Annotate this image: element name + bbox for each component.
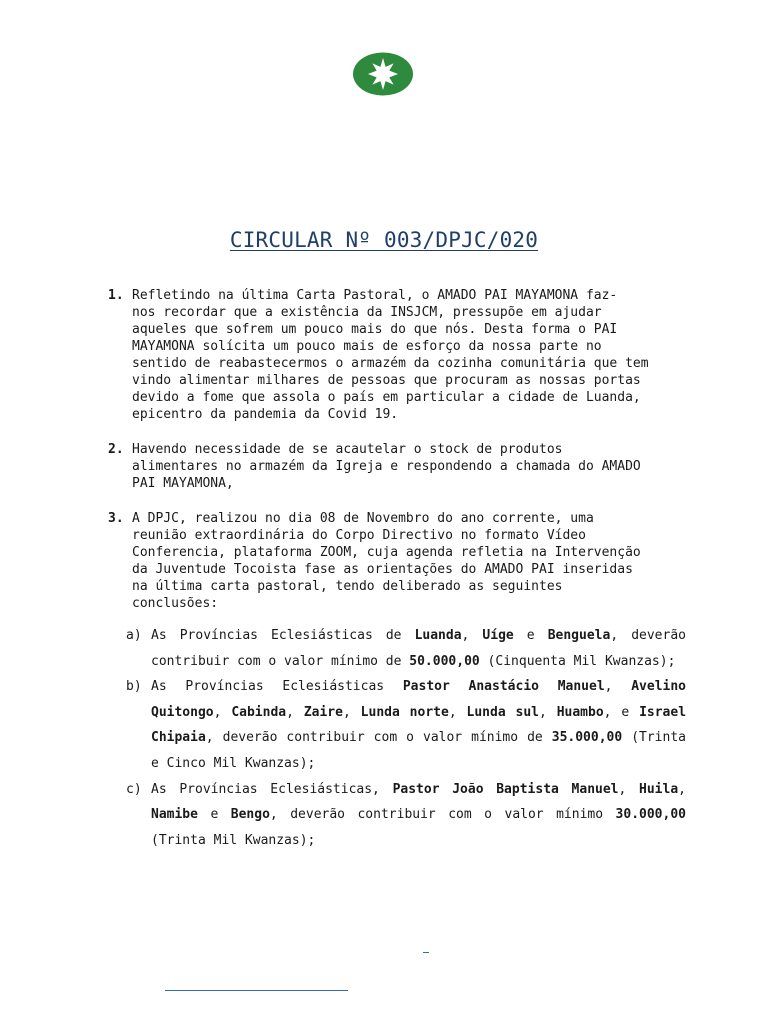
text-segment: e <box>197 807 231 823</box>
text-segment: , <box>678 781 686 797</box>
text-segment: As Províncias Eclesiásticas <box>151 679 403 695</box>
circular-title: CIRCULAR Nº 003/DPJC/020 <box>229 228 539 252</box>
bold-text: Cabinda <box>231 704 287 720</box>
text-segment: (Trinta Mil Kwanzas); <box>151 832 316 848</box>
paragraph-text: A DPJC, realizou no dia 08 de Novembro do ano corrente, uma reunião extraordinária do Corpo Directivo no formato Vídeo Conferencia, plataforma ZOOM, cuja agenda refletia na Intervenção da Juventude Tocoista fase as orientações do AMADO PAI inseridas na última carta pastoral, tendo deliberado as seguintes conclusões: <box>132 511 641 611</box>
text-segment: , <box>539 704 557 720</box>
bold-text: Namibe <box>151 807 198 823</box>
list-item-marker: c) <box>126 781 142 797</box>
bold-text: Pastor João Baptista Manuel <box>392 781 619 797</box>
contribution-list <box>126 623 686 853</box>
paragraph-number: 1. <box>108 288 124 303</box>
text-segment: , <box>461 628 483 643</box>
bold-text: 35.000,00 <box>551 730 623 746</box>
bold-text: Luanda <box>414 628 462 643</box>
paragraph-text: Havendo necessidade de se acautelar o stock de produtos alimentares no armazém da Igreja e respondendo a chamada do AMADO PAI MAYAMONA, <box>132 442 641 491</box>
bold-text: Benguela <box>547 628 611 643</box>
text-segment: , <box>213 704 232 720</box>
text-segment: , e <box>603 704 640 720</box>
bold-text: 50.000,00 <box>409 653 480 669</box>
church-logo-icon <box>352 52 414 96</box>
text-segment: , <box>618 781 640 797</box>
text-segment: , <box>286 704 304 720</box>
list-item-marker: a) <box>126 628 142 643</box>
paragraph-3 <box>108 510 686 612</box>
bold-text: 30.000,00 <box>615 807 686 823</box>
list-item-marker: b) <box>126 679 142 695</box>
text-segment: , <box>448 704 467 720</box>
paragraph-number: 2. <box>108 442 124 457</box>
text-segment: , <box>342 704 361 720</box>
paragraph-text: Refletindo na última Carta Pastoral, o AMADO PAI MAYAMONA faz- nos recordar que a existência da INSJCM, pressupõe em ajudar aqueles que sofrem um pouco mais do que nós. Desta forma o PAI MAYAMONA solícita um pouco mais de esforço da nossa parte no sentido de reabastecermos o armazém da cozinha comunitária que tem vindo alimentar milhares de pessoas que procuram as nossas portas devido a fome que assola o país em particular a cidade de Luanda, epicentro da pandemia da Covid 19. <box>132 288 649 422</box>
text-segment: As Províncias Eclesiásticas de <box>151 628 415 643</box>
bold-text: Bengo <box>230 807 270 823</box>
text-segment: (Cinquenta Mil Kwanzas); <box>479 653 676 669</box>
bold-text: Avelino Quitongo <box>151 679 687 720</box>
bold-text: Huila <box>639 781 679 797</box>
text-segment: , deverão contribuir com o valor mínimo de <box>151 628 686 669</box>
bold-text: Uíge <box>482 628 514 643</box>
text-segment: As Províncias Eclesiásticas, <box>151 781 393 797</box>
text-segment: , deverão contribuir com o valor mínimo <box>269 807 616 823</box>
bold-text: Zaire <box>303 704 343 720</box>
text-segment: e <box>513 628 548 643</box>
text-segment: , deverão contribuir com o valor mínimo de <box>205 730 552 746</box>
footer-dash <box>423 952 429 953</box>
list-item <box>126 623 686 674</box>
bold-text: Pastor Anastácio Manuel <box>402 679 605 695</box>
list-item <box>126 777 686 854</box>
paragraph-1 <box>108 287 686 423</box>
paragraph-2 <box>108 441 686 492</box>
bold-text: Lunda norte <box>360 704 449 720</box>
bold-text: Lunda sul <box>466 704 539 720</box>
bold-text: Huambo <box>556 704 604 720</box>
footer-link-underline[interactable] <box>165 990 348 991</box>
list-item <box>126 674 686 776</box>
paragraph-number: 3. <box>108 511 124 526</box>
text-segment: (Trinta e Cinco Mil Kwanzas); <box>151 730 686 771</box>
text-segment: , <box>604 679 632 695</box>
bold-text: Israel Chipaia <box>151 704 687 746</box>
